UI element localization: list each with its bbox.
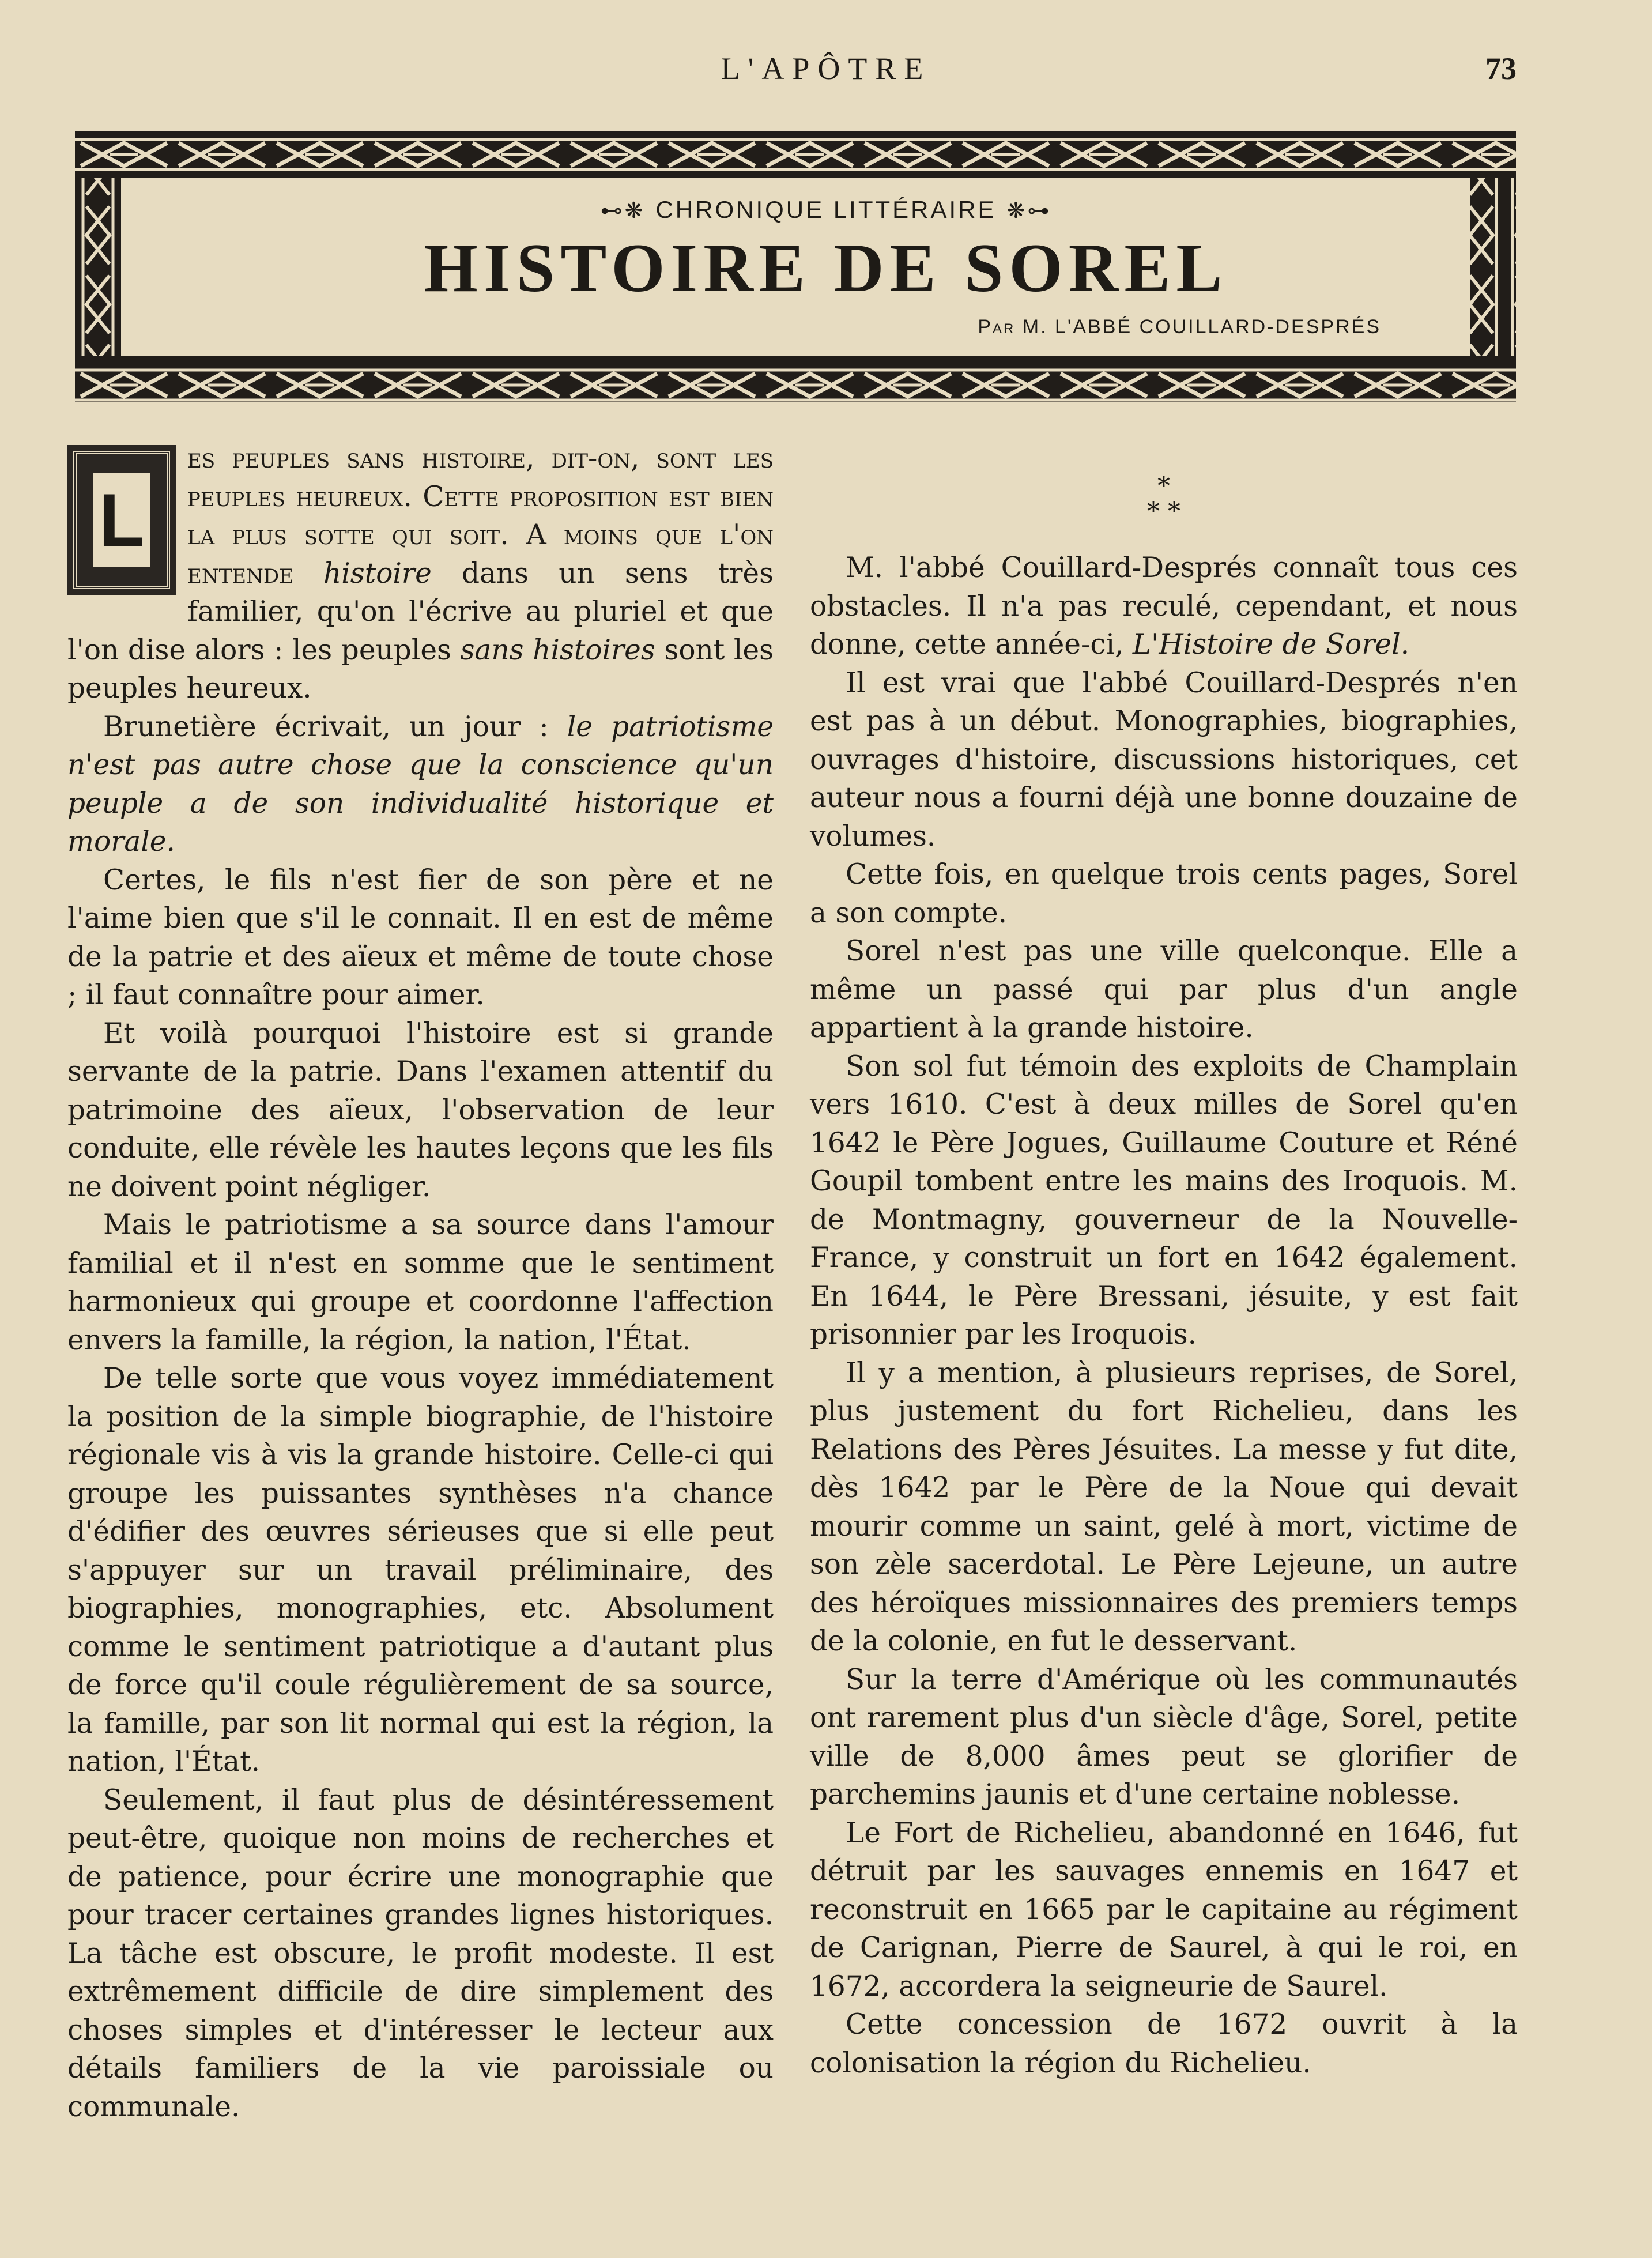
right-ornament-icon: ❋⊶ [1006,199,1052,223]
paragraph: Le Fort de Richelieu, abandonné en 1646, fut détruit par les sauvages ennemis en 1647 et reconstruit en 1665 par le capitaine au régiment de Carignan, Pierre de Saurel, à qui le roi, en 1672, accordera la seigneurie de Saurel. [810,1816,1518,2003]
text: M. l'abbé Couillard-Després connaît tous ces obstacles. Il n'a pas reculé, cependant, et nous donne, cette année-ci, [810,552,1518,661]
text-italic: sans histoires [460,634,655,666]
text-italic: histoire [323,557,432,590]
text: es peuples sans histoire, dit-on, sont les peuples heureux. Cette proposition est bien la plus sotte qui soit. A moins que l'on entende [187,442,774,590]
paragraph [67,439,774,708]
paragraph: De telle sorte que vous voyez immédiatement la position de la simple biographie, de l'histoire régionale vis à vis la grande histoire. Celle-ci qui groupe les puissantes synthèses n'a chance d'édifier des œuvres sérieuses que si elle peut s'appuyer sur un travail préliminaire, des biographies, monographies, etc. Absolument comme le sentiment patriotique a d'autant plus de force qu'il coule régulièrement de sa source, la famille, par son lit normal qui est la région, la nation, l'État. [67,1362,774,1778]
text: dans un sens très familier, qu'on l'écrive au pluriel et que l'on dise alors : les peuples [67,557,774,666]
section-kicker [0,196,1652,224]
text: Brunetière écrivait, un jour : [103,710,567,743]
paragraph: Il y a mention, à plusieurs reprises, de Sorel, plus justement du fort Richelieu, dans les Relations des Pères Jésuites. La messe y fut dite, dès 1642 par le Père de la Noue qui devait mourir comme un saint, gelé à mort, victime de son zèle sacerdotal. Le Père Lejeune, un autre des héroïques missionnaires des premiers temps de la colonie, en fut le desservant. [810,1356,1518,1657]
paragraph: Sur la terre d'Amérique où les communautés ont rarement plus d'un siècle d'âge, Sorel, petite ville de 8,000 âmes peut se glorifier de parchemins jaunis et d'une certaine noblesse. [810,1663,1518,1811]
paragraph [810,549,1518,664]
paragraph: Il est vrai que l'abbé Couillard-Després n'en est pas à un début. Monographies, biographies, ouvrages d'histoire, discussions historiques, cet auteur nous a fourni déjà une bonne douzaine de volumes. [810,666,1518,853]
paragraph [67,708,774,861]
book-title-italic: L'Histoire de Sorel. [1132,628,1410,661]
paragraph: Certes, le fils n'est fier de son père et ne l'aime bien que s'il le connait. Il en est de même de la patrie et des aïeux et même de toute chose ; il faut connaître pour aimer. [67,864,774,1011]
paragraph: Seulement, il faut plus de désintéressement peut-être, quoique non moins de recherches et de patience, pour écrire une monographie que pour tracer certaines grandes lignes historiques. La tâche est obscure, le profit modeste. Il est extrêmement difficile de dire simplement des choses simples et d'intéresser le lecteur aux détails familiers de la vie paroissiale ou communale. [67,1784,774,2123]
running-title: L'APÔTRE [721,51,931,86]
paragraph: Mais le patriotisme a sa source dans l'amour familial et il n'est en somme que le sentiment harmonieux qui groupe et coordonne l'affection envers la famille, la région, la nation, l'État. [67,1209,774,1356]
quote-italic: le patriotisme n'est pas autre chose que la conscience qu'un peuple a de son individualité historique et morale. [67,710,774,858]
paragraph: Cette fois, en quelque trois cents pages, Sorel a son compte. [810,858,1518,929]
right-column [810,439,1518,2082]
asterism [810,439,1518,549]
page-header [0,0,1652,92]
article-title: HISTOIRE DE SOREL [424,229,1228,306]
left-column [67,439,774,2126]
paragraph: Son sol fut témoin des exploits de Champlain vers 1610. C'est à deux milles de Sorel qu'en 1642 le Père Jogues, Guillaume Couture et Réné Goupil tombent entre les mains des Iroquois. M. de Montmagny, gouverneur de la Nouvelle-France, y construit un fort en 1642 également. En 1644, le Père Bressani, jésuite, y est fait prisonnier par les Iroquois. [810,1050,1518,1351]
left-ornament-icon: ⊷❋ [600,199,646,223]
asterism-top: * [1157,472,1170,501]
drop-cap-letter: L [93,473,150,567]
asterism-bottom: * * [1147,497,1180,526]
paragraph: Cette concession de 1672 ouvrit à la colonisation la région du Richelieu. [810,2008,1518,2079]
paragraph: Et voilà pourquoi l'histoire est si grande servante de la patrie. Dans l'examen attentif du patrimoine des aïeux, l'observation de leur conduite, elle révèle les hautes leçons que les fils ne doivent point négliger. [67,1017,774,1203]
kicker-label: CHRONIQUE LITTÉRAIRE [655,196,997,223]
text: sont les peuples heureux. [67,634,774,704]
page-number: 73 [1485,51,1517,86]
paragraph: Sorel n'est pas une ville quelconque. Elle a même un passé qui par plus d'un angle appartient à la grande histoire. [810,935,1518,1044]
byline-author: M. L'ABBÉ COUILLARD-DESPRÉS [1022,316,1381,338]
byline-par: Par [978,316,1016,338]
drop-cap [67,445,176,595]
byline [978,316,1381,338]
